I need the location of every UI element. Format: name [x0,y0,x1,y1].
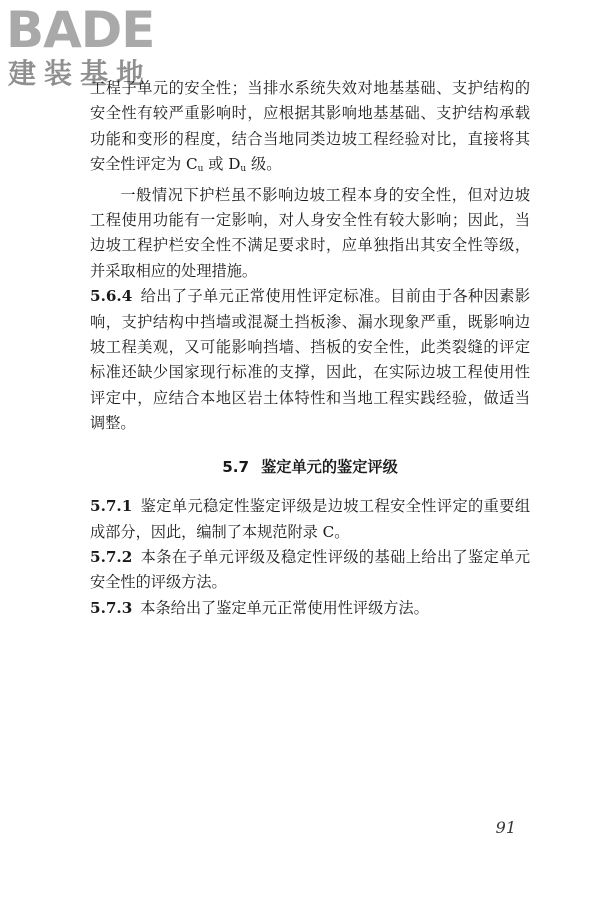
clause-text: 本条在子单元评级及稳定性评级的基础上给出了鉴定单元安全性的评级方法。 [90,547,530,592]
subscript: u [197,164,204,175]
document-body [90,76,530,621]
clause-text: 给出了子单元正常使用性评定标准。目前由于各种因素影响，支护结构中挡墙或混凝土挡板渗、漏水现象严重，既影响边坡工程美观，又可能影响挡墙、挡板的安全性，此类裂缝的评定标准还缺少国家现行标准的支撑，因此，在实际边坡工程使用性评定中，应结合本地区岩土体特性和当地工程实践经验，做适当调整。 [90,287,530,433]
clause-number: 5.6.4 [90,287,133,306]
clause-text: 本条给出了鉴定单元正常使用性评级方法。 [140,598,429,617]
page-number: 91 [495,818,516,837]
clause-5-7-3 [90,596,530,621]
section-title: 鉴定单元的鉴定评级 [261,457,398,476]
paragraph-text: 工程子单元的安全性；当排水系统失效对地基基础、支护结构的安全性有较严重影响时，应根据其影响地基基础、支护结构承载功能和变形的程度，结合当地同类边坡工程经验对比，直接将其安全性评定为 C [90,79,530,174]
logo-wordmark: BADE [6,1,155,59]
clause-5-7-2 [90,545,530,596]
paragraph-drainage [90,76,530,183]
logo-subtitle: 建装基地 [8,57,153,90]
subscript: u [240,164,247,175]
clause-number: 5.7.3 [90,598,133,617]
clause-number: 5.7.2 [90,547,133,566]
clause-5-7-1 [90,494,530,545]
paragraph-text: 级。 [246,155,282,174]
clause-5-6-4 [90,284,530,436]
paragraph-text: 或 D [203,155,241,174]
paragraph-guardrail: 一般情况下护栏虽不影响边坡工程本身的安全性，但对边坡工程使用功能有一定影响，对人身安全性有较大影响；因此，当边坡工程护栏安全性不满足要求时，应单独指出其安全性等级，并采取相应的处理措施。 [90,185,530,280]
clause-number: 5.7.1 [90,497,133,516]
section-heading [90,455,530,480]
section-number: 5.7 [222,457,250,476]
clause-text: 鉴定单元稳定性鉴定评级是边坡工程安全性评定的重要组成部分，因此，编制了本规范附录 C。 [90,497,530,541]
